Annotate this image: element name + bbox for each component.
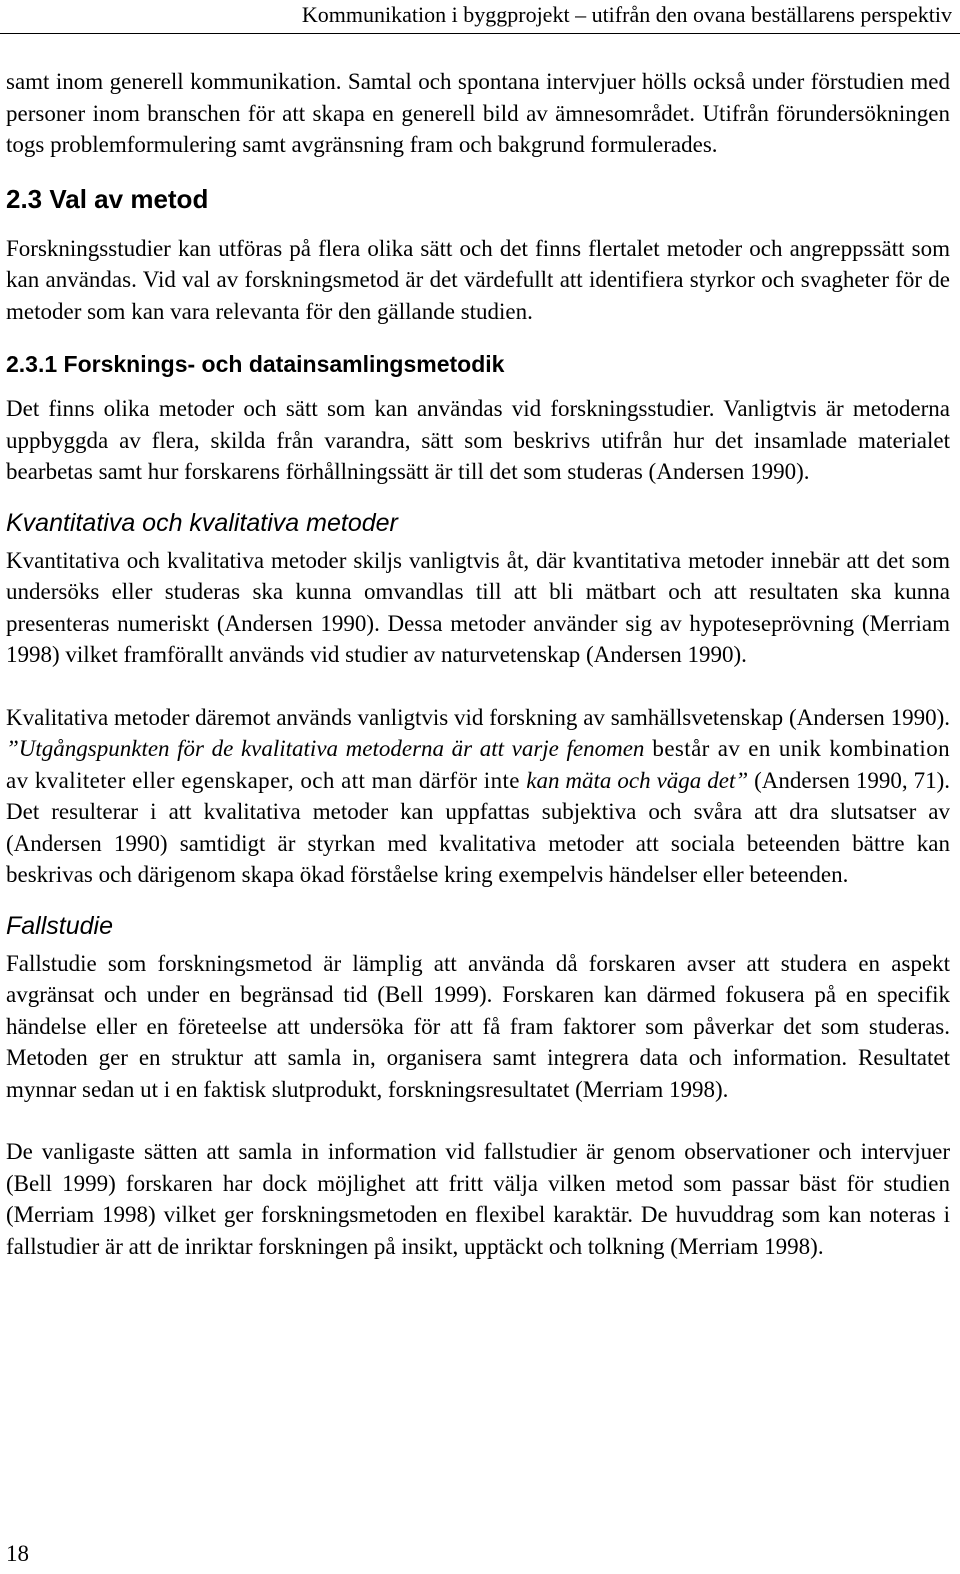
- fallstudie-paragraph-2: De vanligaste sätten att samla in information vid fallstudier är genom observationer och intervjuer (Bell 1999) forskaren har dock möjlighet att fritt välja vilken metod som passar bäst för studien (Merriam 1998) vilket ger forskningsmetoden en flexibel karaktär. De huvuddrag som kan noteras i fallstudier är att de inriktar forskningen på insikt, upptäckt och tolkning (Merriam 1998).: [6, 1139, 950, 1259]
- kvantitativa-paragraph: Kvantitativa och kvalitativa metoder skiljs vanligtvis åt, där kvantitativa metoder innebär att det som undersöks eller studeras ska kunna omvandlas till att bli mätbart och att resultaten ska kunna presenteras numeriskt (Andersen 1990). Dessa metoder använder sig av hypoteseprövning (Merriam 1998) vilket framförallt används vid studier av naturvetenskap (Andersen 1990).: [6, 547, 950, 667]
- fallstudie-paragraph-1: Fallstudie som forskningsmetod är lämplig att använda då forskaren avser att studera en aspekt avgränsat och under en begränsad tid (Bell 1999). Forskaren kan därmed fokusera på en specifik händelse eller en företeelse att undersöka för att få fram faktorer som påverkar det som studeras. Metoden ger en struktur att samla in, organisera samt integrera data och information. Resultatet mynnar sedan ut i en faktisk slutprodukt, forskningsresultatet (Merriam 1998).: [6, 950, 950, 1102]
- kvalitativa-text-end: (Andersen 1990, 71). Det resulterar i att kvalitativa metoder kan uppfattas subjektiva och svåra att dra slutsatser av (Andersen 1990) samtidigt är styrkan med kvalitativa metoder att sociala beteenden bättre kan beskrivas och därigenom skapa ökad förståelse kring exempelvis händelser eller beteenden.: [6, 767, 950, 887]
- intro-paragraph: samt inom generell kommunikation. Samtal och spontana intervjuer hölls också under förstudien med personer inom branschen för att skapa en generell bild av ämnesområdet. Utifrån förundersökningen togs problemformulering samt avgränsning fram och bakgrund formulerades.: [6, 69, 950, 157]
- quote-part-a: ”Utgångspunkten för de kvalitativa metoderna är att varje fenomen: [6, 736, 645, 761]
- running-header: Kommunikation i byggprojekt – utifrån den ovana beställarens perspektiv: [301, 2, 952, 27]
- quote-part-b: kan mäta och väga det”: [526, 767, 749, 793]
- subhead-kvantitativa-kvalitativa: Kvantitativa och kvalitativa metoder: [6, 508, 398, 537]
- body-text: [6, 66, 950, 1262]
- section-heading-val-av-metod: 2.3 Val av metod: [6, 183, 209, 214]
- datainsamlingsmetodik-paragraph: Det finns olika metoder och sätt som kan användas vid forskningsstudier. Vanligtvis är metoderna uppbyggda av flera, skilda från varandra, sätt som beskrivs utifrån hur det insamlade materialet bearbetas samt hur forskarens förhållningssätt är till det som studeras (Andersen 1990).: [6, 396, 950, 484]
- header-rule: [0, 33, 960, 34]
- quote-plain-part: består av en unik kombination av kvaliteter eller egenskaper, och att man därför inte: [6, 736, 950, 793]
- document-page: [6, 0, 952, 1574]
- paragraph-gap: [6, 671, 950, 702]
- paragraph-gap: [6, 1105, 950, 1136]
- page-number: 18: [6, 1541, 29, 1566]
- val-av-metod-paragraph: Forskningsstudier kan utföras på flera olika sätt och det finns flertalet metoder och angreppssätt som kan användas. Vid val av forskningsmetod är det värdefullt att identifiera styrkor och svagheter för de metoder som kan vara relevanta för den gällande studien.: [6, 235, 950, 324]
- kvalitativa-paragraph: [6, 702, 950, 891]
- subhead-fallstudie: Fallstudie: [6, 911, 113, 940]
- kvalitativa-text-start: Kvalitativa metoder däremot används vanligtvis vid forskning av samhällsvetenskap (Andersen 1990).: [6, 704, 950, 730]
- subsection-heading-datainsamlingsmetodik: 2.3.1 Forsknings- och datainsamlingsmetodik: [6, 351, 505, 377]
